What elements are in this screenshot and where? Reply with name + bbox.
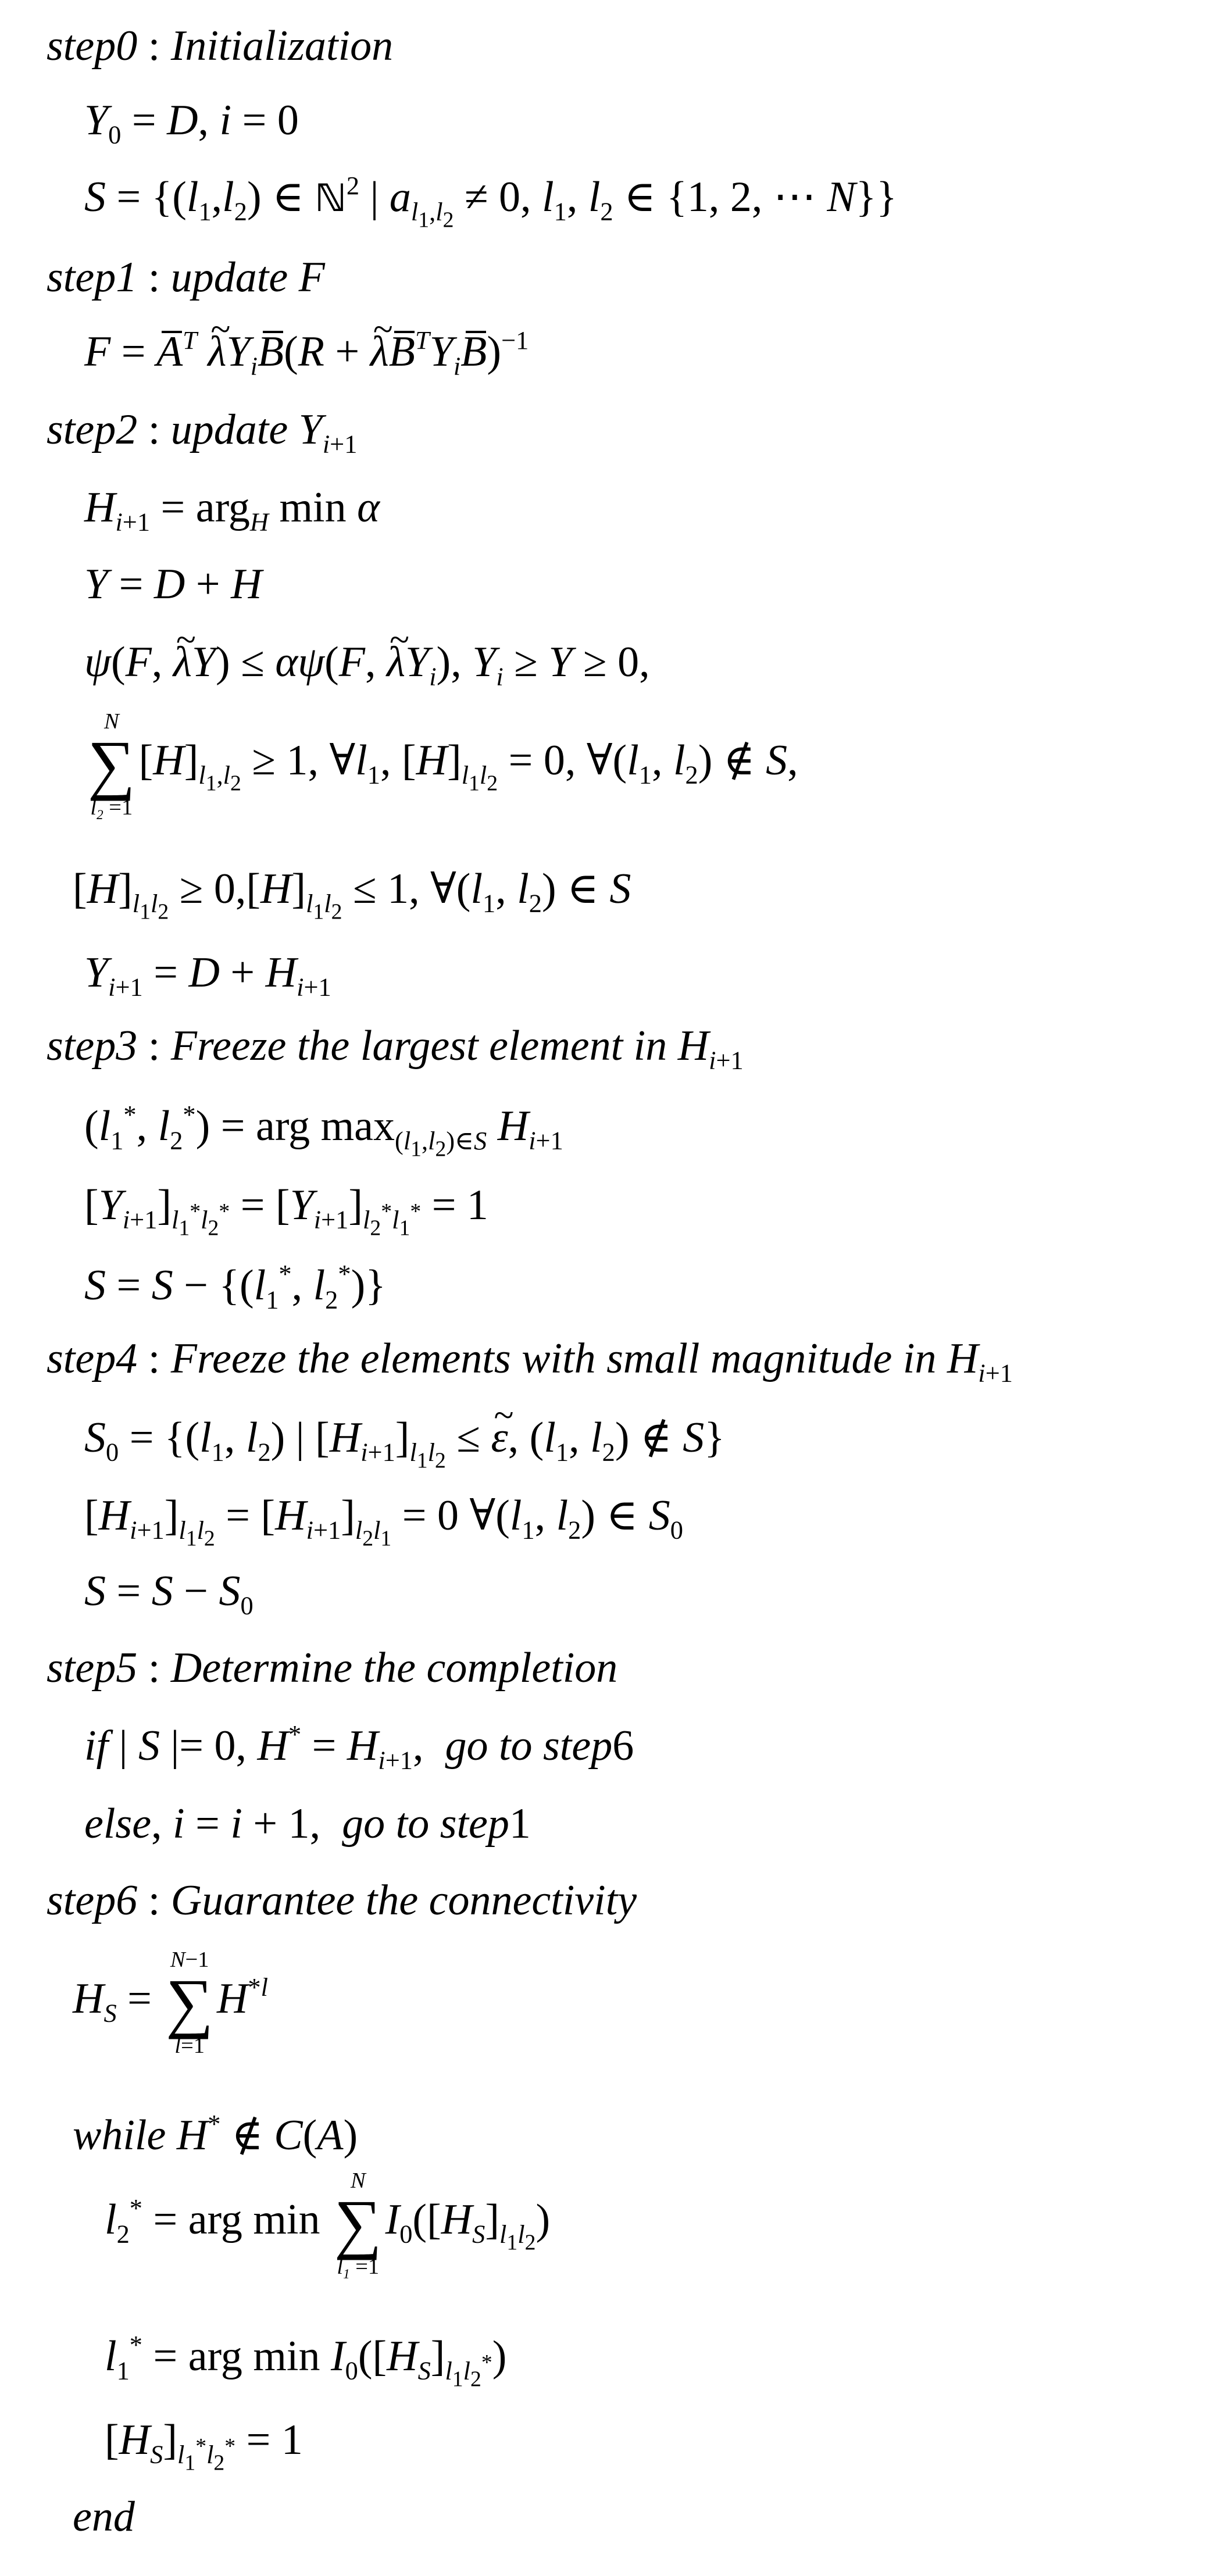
- step2-label: step2: [47, 406, 138, 453]
- sum-constraint: N ∑ $l_2 =1$ $[H]_{l_1,l_2} \ge 1$, $\forall l_1$, $[H]_{l_1l_2} = 0$, $\forall(l_1$, $l_2$) ∉ S,: [87, 709, 798, 822]
- summation-operator: N−1 ∑ l=1: [166, 1948, 214, 2058]
- l2-argmin-equation: $l_2^*$ = arg min N ∑ $l_1 =1$ $I_0([H_S]_{l_1l_2})$: [105, 2168, 551, 2281]
- step6-title: Guarantee the connectivity: [170, 1877, 637, 1924]
- step2-heading: step2 : update $Y_{i+1}$: [47, 406, 358, 459]
- set-update-equation: $S = S - \{(l_1^*$, $l_2^*$)}: [84, 1259, 386, 1314]
- small-set-definition: $S_0 = \{(l_1$, $l_2$) | $[H_{i+1}]_{l_1l_2}$ ≤ ~ ε, ($l_1$, $l_2$) ∉ S}: [84, 1416, 725, 1460]
- update-y-equation: $Y_{i+1} = D + H_{i+1}$: [84, 949, 331, 1002]
- argmin-alpha: $H_{i+1} = arg_H$ min α: [84, 484, 380, 537]
- while-line: while H* ∉ C(A): [73, 2109, 358, 2159]
- step5-label: step5: [47, 1644, 138, 1692]
- if-completion-line: if | S |= 0, $H^* = H_{i+1}$, go to step6: [84, 1720, 634, 1775]
- summation-operator: N ∑ $l_2 =1$: [87, 709, 135, 822]
- y-equals-d-plus-h: Y = D + H: [84, 560, 262, 608]
- hs-assign-equation: $[H_S]_{l_1^*l_2^*} = 1$: [105, 2416, 303, 2475]
- step4-label: step4: [47, 1335, 138, 1382]
- step3-heading: step3 : Freeze the largest element in $H_{i+1}$: [47, 1022, 744, 1075]
- psi-constraint: ψ(F, ~ λY) ≤ αψ(F, ~ $\lambda Y_i$), $Y_i \ge Y \ge 0$,: [84, 641, 650, 684]
- step5-heading: step5 : Determine the completion: [47, 1644, 618, 1692]
- argmax-equation: ($l_1^*$, $l_2^*$) = arg $\max_{(l_1,l_2)\in S} H_{i+1}$: [84, 1100, 563, 1161]
- bound-constraint: $[H]_{l_1l_2} \ge 0,[H]_{l_1l_2} \le 1$, $\forall(l_1$, $l_2$) ∈ S: [73, 865, 631, 924]
- hs-sum-equation: $H_S$ = N−1 ∑ l=1 $H^{*l}$: [73, 1948, 268, 2058]
- step0-title: Initialization: [170, 22, 394, 70]
- step0-label: step0: [47, 22, 138, 70]
- step4-heading: step4 : Freeze the elements with small magnitude in $H_{i+1}$: [47, 1335, 1013, 1388]
- set-definition: $S = \{(l_1,l_2)$ ∈ ℕ$^2$ | $a_{l_1,l_2} \ne 0$, $l_1$, $l_2$ ∈ {1, 2, ⋯ N}}: [84, 171, 897, 232]
- set-minus-s0: $S = S - S_0$: [84, 1567, 253, 1620]
- step1-title: update F: [170, 253, 325, 301]
- init-equation: $Y_0 = D$, i = 0: [84, 97, 299, 149]
- else-line: else, i = i + 1, go to step1: [84, 1800, 531, 1848]
- l1-argmin-equation: $l_1^*$ = arg $\min I_0([H_S]_{l_1l_2^*})$: [105, 2330, 507, 2391]
- step3-title: Freeze the largest element in H: [170, 1022, 709, 1070]
- freeze-largest-equation: $[Y_{i+1}]_{l_1^*l_2^*} = [Y_{i+1}]_{l_2^*l_1^*} = 1$: [84, 1181, 488, 1240]
- summation-operator: N ∑ $l_1 =1$: [334, 2168, 382, 2281]
- step3-label: step3: [47, 1022, 138, 1070]
- step5-title: Determine the completion: [170, 1644, 618, 1692]
- step1-label: step1: [47, 253, 138, 301]
- step6-heading: step6 : Guarantee the connectivity: [47, 1877, 637, 1924]
- update-f-equation: $F = A^T$ ~ $\lambda Y_iB(R$ + ~ $\lambda B^TY_iB)^{-1}$: [84, 330, 529, 373]
- step2-title: update Y: [170, 406, 323, 453]
- step1-heading: step1 : update F: [47, 253, 325, 301]
- freeze-small-equation: $[H_{i+1}]_{l_1l_2} = [H_{i+1}]_{l_2l_1} = 0$ $\forall(l_1$, $l_2$) ∈ $S_0$: [84, 1492, 683, 1550]
- step4-title: Freeze the elements with small magnitude in H: [170, 1335, 979, 1382]
- end-keyword: end: [73, 2493, 135, 2541]
- step0-heading: step0 : Initialization: [47, 22, 394, 70]
- step6-label: step6: [47, 1877, 138, 1924]
